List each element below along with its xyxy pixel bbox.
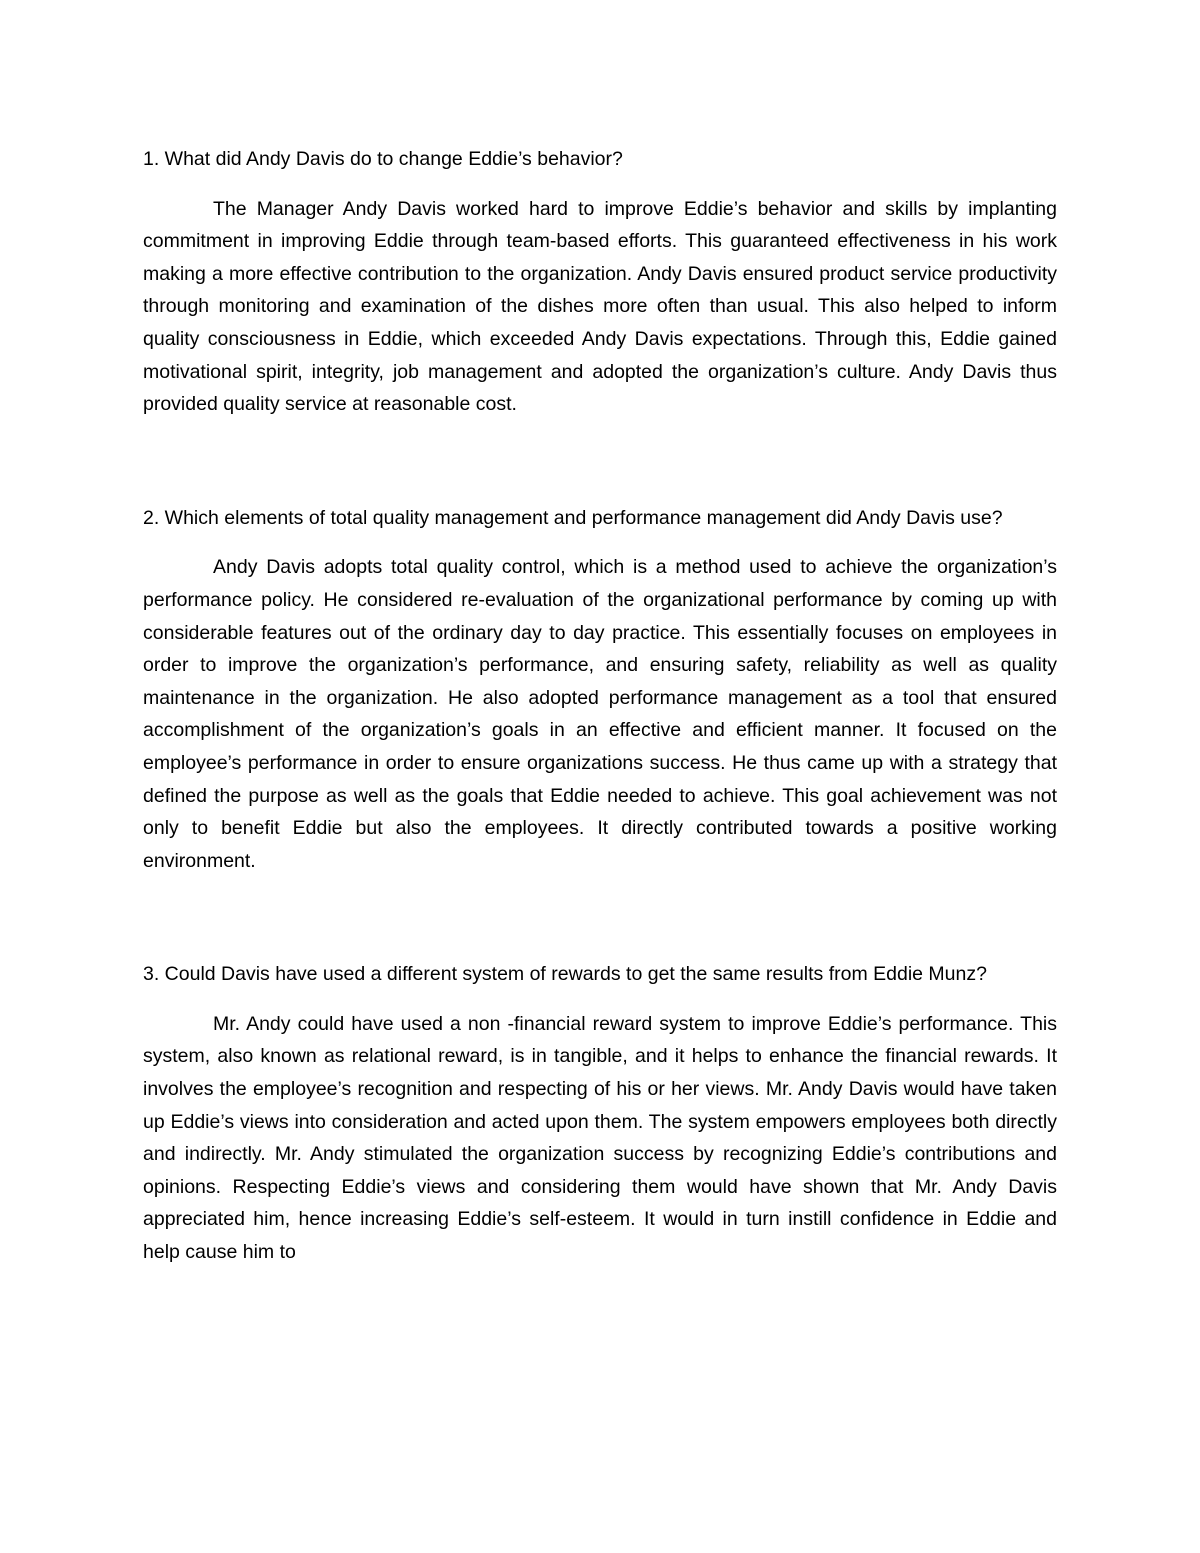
answer-3: Mr. Andy could have used a non -financial reward system to improve Eddie’s performance. This system, also known as relational reward, is in tangible, and it helps to enhance the financial rewards. It involves the employee’s recognition and respecting of his or her views. Mr. Andy Davis would have taken up Eddie’s views into consideration and acted upon them. The system empowers employees both directly and indirectly. Mr. Andy stimulated the organization success by recognizing Eddie’s contributions and opinions. Respecting Eddie’s views and considering them would have shown that Mr. Andy Davis appreciated him, hence increasing Eddie’s self-esteem. It would in turn instill confidence in Eddie and help cause him to: [143, 1012, 1057, 1264]
question-1: 1. What did Andy Davis do to change Eddie’s behavior?: [143, 148, 623, 170]
question-2: 2. Which elements of total quality management and performance management did Andy Davis use?: [143, 506, 1003, 529]
answer-2: Andy Davis adopts total quality control, which is a method used to achieve the organization’s performance policy. He considered re-evaluation of the organizational performance by coming up with considerable features out of the ordinary day to day practice. This essentially focuses on employees in order to improve the organization’s performance, and ensuring safety, reliability as well as quality maintenance in the organization. He also adopted performance management as a tool that ensured accomplishment of the organization’s goals in an effective and efficient manner. It focused on the employee’s performance in order to ensure organizations success. He thus came up with a strategy that defined the purpose as well as the goals that Eddie needed to achieve. This goal achievement was not only to benefit Eddie but also the employees. It directly contributed towards a positive working environment.: [143, 556, 1057, 872]
question-3: 3. Could Davis have used a different system of rewards to get the same results from Eddie Munz?: [143, 963, 987, 986]
answer-1: The Manager Andy Davis worked hard to improve Eddie’s behavior and skills by implanting commitment in improving Eddie through team-based efforts. This guaranteed effectiveness in his work making a more effective contribution to the organization. Andy Davis ensured product service productivity through monitoring and examination of the dishes more often than usual. This also helped to inform quality consciousness in Eddie, which exceeded Andy Davis expectations. Through this, Eddie gained motivational spirit, integrity, job management and adopted the organization’s culture. Andy Davis thus provided quality service at reasonable cost.: [143, 197, 1057, 416]
document-body: [143, 143, 1057, 1269]
